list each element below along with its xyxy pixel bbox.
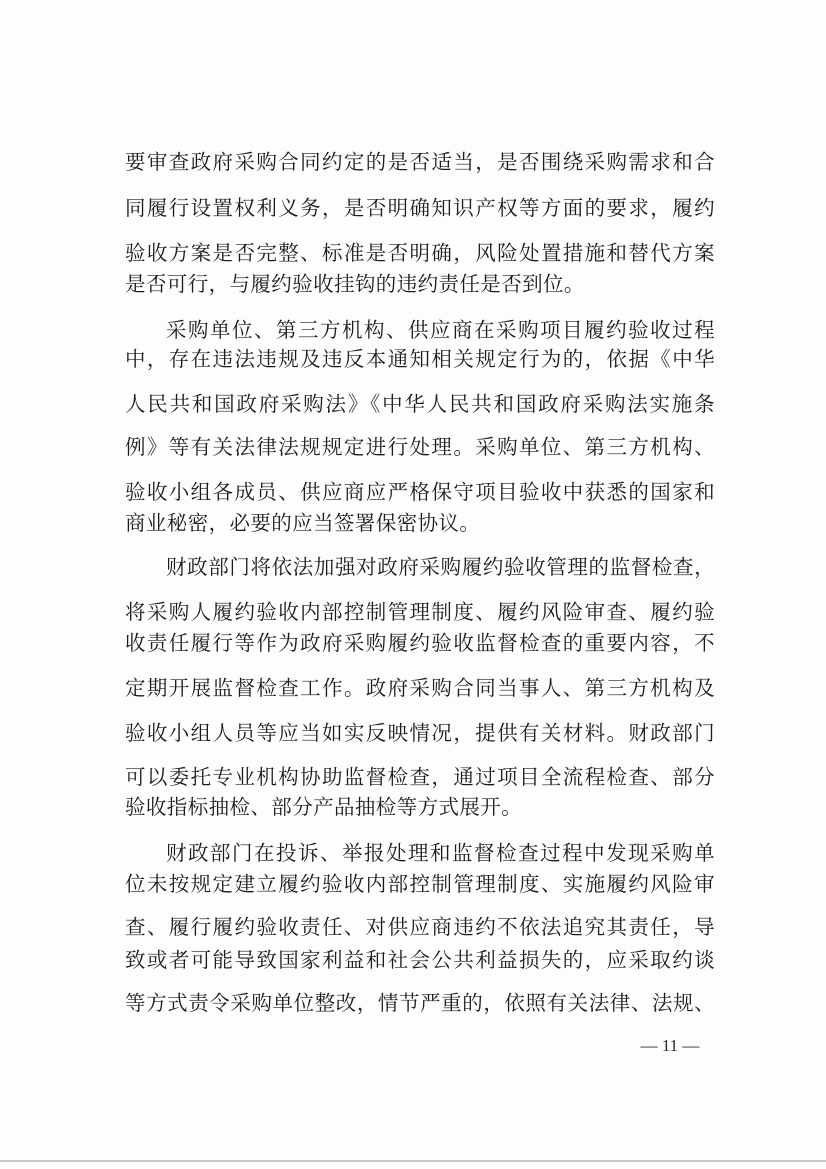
text-line: 中，存在违法违规及违反本通知相关规定行为的，依据《中华 — [125, 347, 715, 371]
text-line: 验收小组人员等应当如实反映情况，提供有关材料。财政部门 — [125, 721, 715, 745]
text-line: 验收方案是否完整、标准是否明确，风险处置措施和替代方案 — [125, 241, 715, 265]
text-line: 可以委托专业机构协助监督检查，通过项目全流程检查、部分 — [125, 765, 715, 789]
text-line: 收责任履行等作为政府采购履约验收监督检查的重要内容，不 — [125, 631, 715, 655]
text-line: 查、履行履约验收责任、对供应商违约不依法追究其责任，导 — [125, 915, 715, 939]
text-line: 等方式责令采购单位整改，情节严重的，依照有关法律、法规、 — [125, 991, 715, 1015]
text-line: 要审查政府采购合同约定的是否适当，是否围绕采购需求和合 — [125, 150, 715, 174]
page-number: — 11 — — [640, 1036, 700, 1055]
paragraph-first-line: 采购单位、第三方机构、供应商在采购项目履约验收过程 — [166, 318, 715, 342]
text-line: 同履行设置权利义务，是否明确知识产权等方面的要求，履约 — [125, 196, 715, 220]
text-line: 验收指标抽检、部分产品抽检等方式展开。 — [125, 795, 523, 819]
text-line: 位未按规定建立履约验收内部控制管理制度、实施履约风险审 — [125, 872, 715, 896]
text-line: 将采购人履约验收内部控制管理制度、履约风险审查、履约验 — [125, 600, 715, 624]
text-line: 致或者可能导致国家利益和社会公共利益损失的，应采取约谈 — [125, 948, 715, 972]
paragraph-first-line: 财政部门在投诉、举报处理和监督检查过程中发现采购单 — [166, 841, 715, 865]
text-line: 是否可行，与履约验收挂钩的违约责任是否到位。 — [125, 272, 585, 296]
text-line: 人民共和国政府采购法》《中华人民共和国政府采购法实施条 — [125, 392, 715, 416]
paragraph-first-line: 财政部门将依法加强对政府采购履约验收管理的监督检查， — [166, 555, 715, 579]
text-line: 商业秘密，必要的应当签署保密协议。 — [125, 511, 481, 535]
text-line: 验收小组各成员、供应商应严格保守项目验收中获悉的国家和 — [125, 480, 715, 504]
text-line: 例》等有关法律法规规定进行处理。采购单位、第三方机构、 — [125, 435, 715, 459]
text-line: 定期开展监督检查工作。政府采购合同当事人、第三方机构及 — [125, 676, 715, 700]
page-bottom-edge — [0, 1160, 826, 1162]
